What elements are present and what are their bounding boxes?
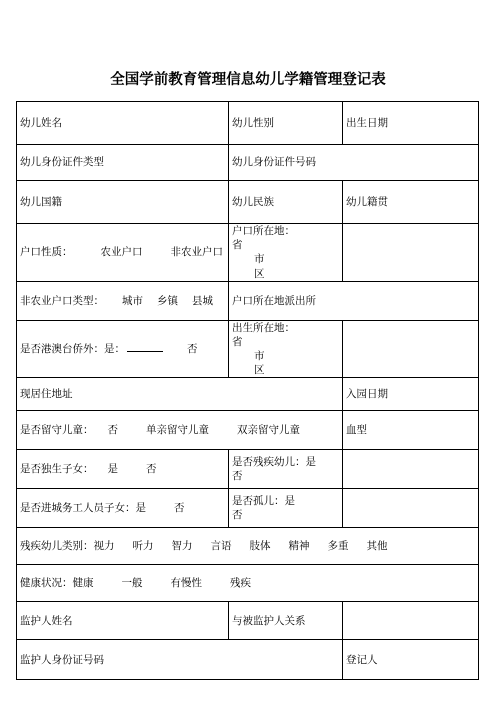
only-child-label: 是否独生子女：: [20, 463, 94, 476]
disabled-child-label: 是否残疾幼儿：是: [232, 456, 316, 469]
cell-hukou-location-value[interactable]: [343, 224, 479, 282]
label-blood-type[interactable]: 血型: [343, 411, 479, 450]
district-label: 区: [254, 267, 265, 280]
row-non-agri-type: [17, 281, 479, 320]
row-address: [17, 378, 479, 411]
option-mental: 精神: [288, 540, 310, 553]
yes-underline[interactable]: [127, 341, 163, 352]
label-id-number[interactable]: 幼儿身份证件号码: [229, 145, 479, 181]
label-id-type[interactable]: 幼儿身份证件类型: [17, 145, 229, 181]
label-guardian-name[interactable]: 监护人姓名: [17, 602, 229, 640]
orphan-no: 否: [232, 509, 243, 522]
option-township: 乡镇: [157, 294, 178, 307]
label-birth-date[interactable]: 出生日期: [343, 102, 479, 145]
label-child-gender[interactable]: 幼儿性别: [229, 102, 343, 145]
label-child-name[interactable]: 幼儿姓名: [17, 102, 229, 145]
label-guardian-id[interactable]: 监护人身份证号码: [17, 640, 343, 680]
cell-non-agri-type[interactable]: [17, 281, 229, 320]
row-child-name: [17, 102, 479, 145]
cell-migrant-worker[interactable]: [17, 489, 229, 528]
birthplace-label: 出生所在地：: [232, 321, 295, 334]
cell-hukou-type[interactable]: [17, 224, 229, 282]
cell-disabled-child-value[interactable]: [343, 450, 479, 489]
option-yes: 是：: [104, 343, 125, 356]
disability-type-label: 残疾幼儿类别：: [20, 540, 94, 553]
cell-orphan[interactable]: [229, 489, 343, 528]
orphan-label: 是否孤儿：是: [232, 495, 295, 508]
option-healthy: 健康: [72, 577, 94, 590]
option-speech: 言语: [210, 540, 232, 553]
form-title: 全国学前教育管理信息幼儿学籍管理登记表: [110, 72, 386, 88]
label-guardian-relation[interactable]: 与被监护人关系: [229, 602, 343, 640]
province-label: 省: [232, 335, 243, 348]
row-hukou-type: [17, 224, 479, 282]
row-only-child: [17, 450, 479, 489]
option-average: 一般: [121, 577, 143, 590]
birthplace-fields: [232, 335, 339, 378]
label-registrar[interactable]: 登记人: [343, 640, 479, 680]
option-limb: 肢体: [249, 540, 271, 553]
cell-only-child[interactable]: [17, 450, 229, 489]
non-agri-type-label: 非农业户口类型：: [20, 294, 104, 307]
city-label: 市: [254, 350, 265, 363]
option-no: 否: [187, 343, 198, 356]
option-single-parent: 单亲留守儿童: [146, 424, 209, 437]
row-guardian: [17, 602, 479, 640]
option-agricultural: 农业户口: [100, 246, 143, 259]
row-id-type: [17, 145, 479, 181]
cell-health[interactable]: [17, 565, 479, 602]
option-no: 否: [107, 424, 118, 437]
label-police-station[interactable]: 户口所在地派出所: [229, 281, 479, 320]
cell-guardian-relation-value[interactable]: [343, 602, 479, 640]
option-chronic: 有慢性: [170, 577, 202, 590]
hukou-location-label: 户口所在地：: [232, 225, 295, 237]
label-current-address[interactable]: 现居住地址: [17, 378, 343, 411]
option-city: 城市: [122, 294, 143, 307]
option-vision: 视力: [93, 540, 115, 553]
district-label: 区: [254, 364, 265, 377]
row-migrant-worker: [17, 489, 479, 528]
label-enroll-date[interactable]: 入园日期: [343, 378, 479, 411]
row-disability-type: [17, 528, 479, 565]
option-both-parents: 双亲留守儿童: [237, 424, 300, 437]
option-intellect: 智力: [171, 540, 193, 553]
cell-birthplace-value[interactable]: [343, 320, 479, 378]
option-non-agricultural: 非农业户口: [170, 246, 223, 259]
option-no: 否: [174, 502, 185, 515]
cell-orphan-value[interactable]: [343, 489, 479, 528]
migrant-worker-label: 是否进城务工人员子女：: [20, 502, 136, 515]
hukou-location-fields: [232, 238, 339, 281]
option-no: 否: [146, 463, 157, 476]
option-other: 其他: [366, 540, 388, 553]
label-nationality[interactable]: 幼儿国籍: [17, 181, 229, 224]
row-left-behind: [17, 411, 479, 450]
disabled-child-no: 否: [232, 470, 243, 483]
label-native-place[interactable]: 幼儿籍贯: [343, 181, 479, 224]
cell-disabled-child[interactable]: [229, 450, 343, 489]
health-label: 健康状况：: [20, 577, 73, 590]
row-overseas: [17, 320, 479, 378]
option-county: 县城: [192, 294, 213, 307]
option-yes: 是: [135, 502, 146, 515]
label-ethnicity[interactable]: 幼儿民族: [229, 181, 343, 224]
row-nationality: [17, 181, 479, 224]
cell-disability-type[interactable]: [17, 528, 479, 565]
option-yes: 是: [107, 463, 118, 476]
cell-birthplace[interactable]: [229, 320, 343, 378]
city-label: 市: [254, 253, 265, 266]
registration-table: [16, 101, 479, 680]
cell-hukou-location[interactable]: [229, 224, 343, 282]
cell-left-behind[interactable]: [17, 411, 343, 450]
row-health: [17, 565, 479, 602]
cell-overseas[interactable]: [17, 320, 229, 378]
overseas-label: 是否港澳台侨外：: [20, 343, 104, 356]
hukou-type-label: 户口性质：: [20, 246, 73, 259]
province-label: 省: [232, 239, 243, 252]
option-multiple: 多重: [327, 540, 349, 553]
left-behind-label: 是否留守儿童：: [20, 424, 94, 437]
option-hearing: 听力: [132, 540, 154, 553]
row-guardian-id: [17, 640, 479, 680]
option-disabled: 残疾: [230, 577, 251, 590]
